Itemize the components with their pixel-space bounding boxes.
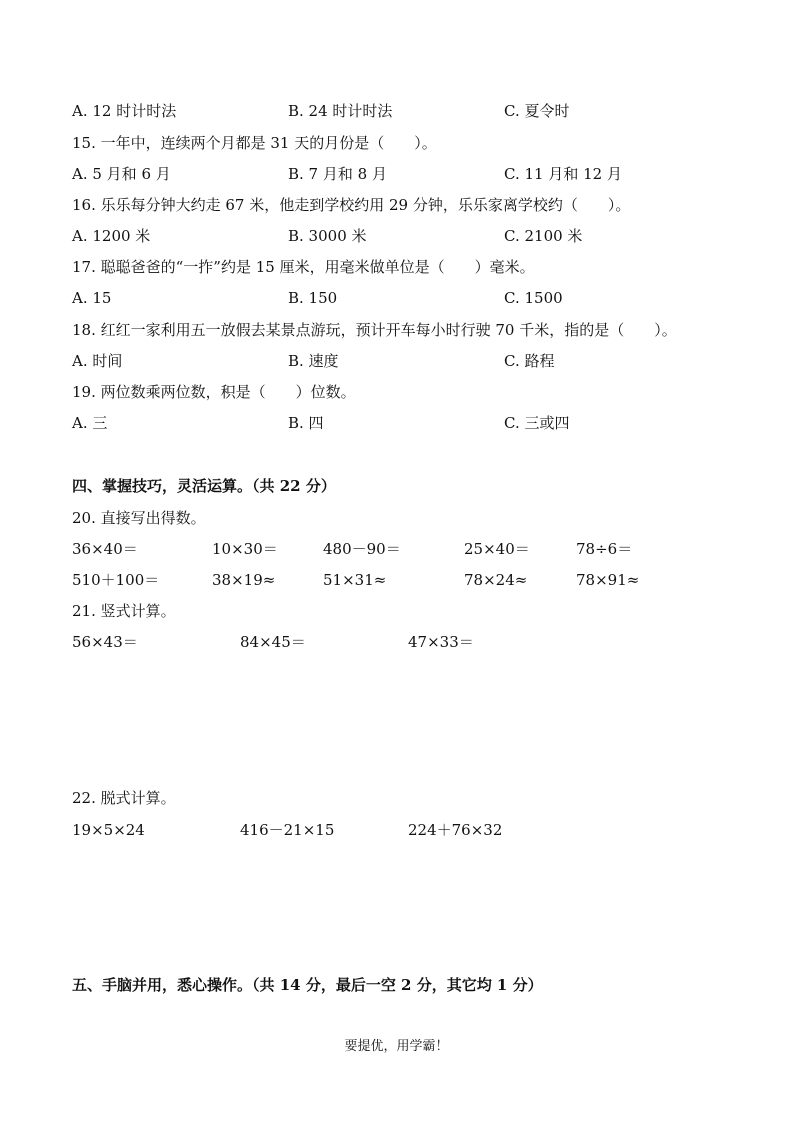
q20-item: 78÷6＝ <box>576 540 633 558</box>
q22-question: 22. 脱式计算。 <box>72 789 176 807</box>
section-5-heading: 五、手脑并用，悉心操作。（共 14 分，最后一空 2 分，其它均 1 分） <box>72 976 543 994</box>
q18-option-c: C. 路程 <box>504 352 555 370</box>
q21-item: 56×43＝ <box>72 633 138 651</box>
q21-item: 84×45＝ <box>240 633 306 651</box>
q15-option-c: C. 11 月和 12 月 <box>504 165 622 183</box>
q19-option-b: B. 四 <box>288 414 324 432</box>
q19-question: 19. 两位数乘两位数，积是（ ）位数。 <box>72 383 356 401</box>
q18-option-a: A. 时间 <box>72 352 123 370</box>
q20-item: 25×40＝ <box>464 540 530 558</box>
q14-option-b: B. 24 时计时法 <box>288 102 393 120</box>
q22-item: 416－21×15 <box>240 821 335 839</box>
section-4-heading: 四、掌握技巧，灵活运算。（共 22 分） <box>72 477 336 495</box>
q19-option-c: C. 三或四 <box>504 414 570 432</box>
q15-question: 15. 一年中，连续两个月都是 31 天的月份是（ ）。 <box>72 134 437 152</box>
q20-item: 510＋100＝ <box>72 571 160 589</box>
q17-option-a: A. 15 <box>72 289 112 307</box>
q21-item: 47×33＝ <box>408 633 474 651</box>
q17-question: 17. 聪聪爸爸的“一拃”约是 15 厘米，用毫米做单位是（ ）毫米。 <box>72 258 535 276</box>
q19-option-a: A. 三 <box>72 414 108 432</box>
q20-item: 78×91≈ <box>576 571 640 589</box>
q16-question: 16. 乐乐每分钟大约走 67 米，他走到学校约用 29 分钟，乐乐家离学校约（ ）。 <box>72 196 631 214</box>
q20-item: 10×30＝ <box>212 540 278 558</box>
q20-item: 78×24≈ <box>464 571 528 589</box>
q16-option-c: C. 2100 米 <box>504 227 583 245</box>
q18-option-b: B. 速度 <box>288 352 339 370</box>
q16-option-a: A. 1200 米 <box>72 227 151 245</box>
q18-question: 18. 红红一家利用五一放假去某景点游玩，预计开车每小时行驶 70 千米，指的是（ ）。 <box>72 321 677 339</box>
q16-option-b: B. 3000 米 <box>288 227 367 245</box>
q21-question: 21. 竖式计算。 <box>72 602 176 620</box>
q15-option-a: A. 5 月和 6 月 <box>72 165 171 183</box>
q17-option-b: B. 150 <box>288 289 338 307</box>
q14-option-c: C. 夏令时 <box>504 102 570 120</box>
q20-item: 480－90＝ <box>323 540 401 558</box>
q22-item: 224＋76×32 <box>408 821 503 839</box>
q20-question: 20. 直接写出得数。 <box>72 509 206 527</box>
q20-item: 51×31≈ <box>323 571 387 589</box>
q17-option-c: C. 1500 <box>504 289 563 307</box>
q14-option-a: A. 12 时计时法 <box>72 102 177 120</box>
page-footer: 要提优，用学霸！ <box>344 1039 449 1054</box>
q15-option-b: B. 7 月和 8 月 <box>288 165 387 183</box>
q22-item: 19×5×24 <box>72 821 145 839</box>
q20-item: 36×40＝ <box>72 540 138 558</box>
q20-item: 38×19≈ <box>212 571 276 589</box>
